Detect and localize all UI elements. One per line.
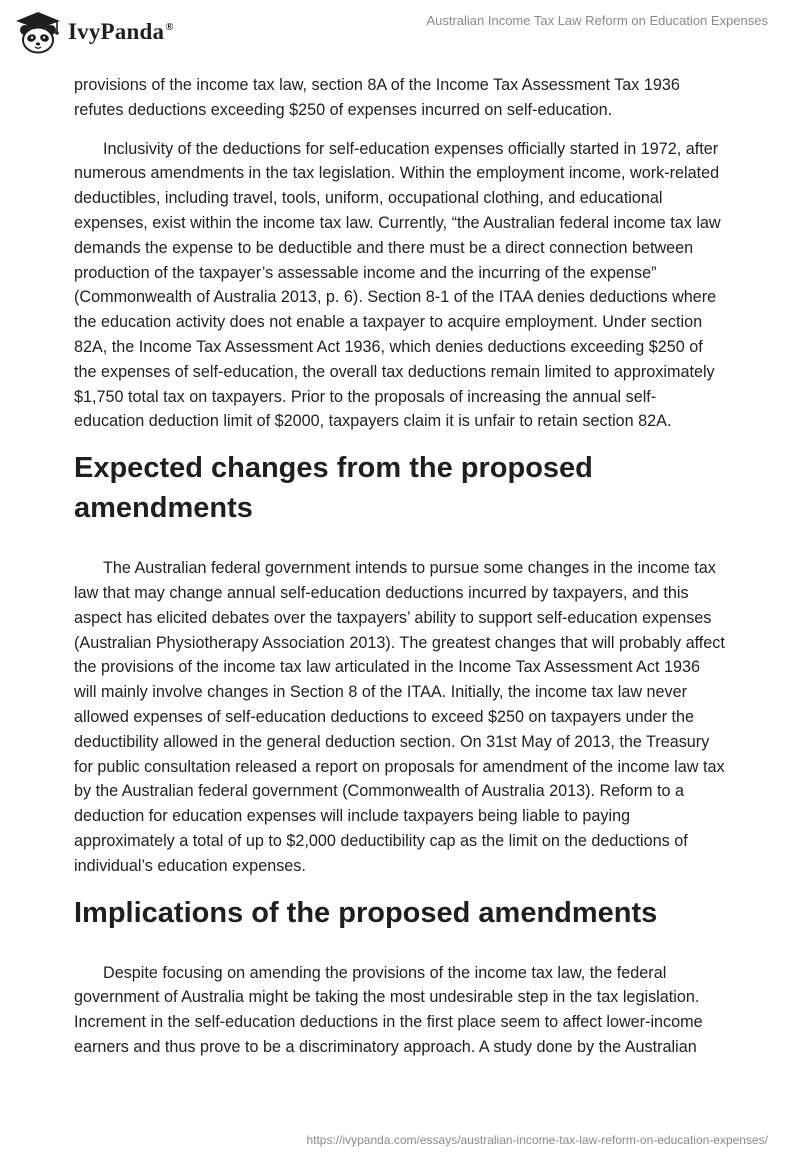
paragraph-3: The Australian federal government intends to pursue some changes in the income tax law that may change annual self-education deductions incurred by taxpayers, and this aspect has elicited debates over the taxpayers’ ability to support self-education expenses (Australian Physiotherapy Association 2013). The greatest changes that will probably affect the provisions of the income tax law articulated in the Income Tax Assessment Act 1936 will mainly involve changes in Section 8 of the ITAA. Initially, the income tax law never allowed expenses of self-education deductions to exceed $250 on taxpayers under the deductibility allowed in the general deduction section. On 31st May of 2013, the Treasury for public consultation released a report on proposals for amendment of the income law tax by the Australian federal government (Commonwealth of Australia 2013). Reform to a deduction for education expenses will include taxpayers being liable to paying approximately a total of up to $2,000 deductibility cap as the limit on the deductions of individual’s education expenses. [74, 559, 725, 875]
running-title: Australian Income Tax Law Reform on Education Expenses [426, 13, 768, 28]
page-header [0, 0, 800, 70]
paragraph-1: provisions of the income tax law, section 8A of the Income Tax Assessment Tax 1936 refutes deductions exceeding $250 of expenses incurred on self-education. [74, 76, 680, 119]
paragraph-4: Despite focusing on amending the provisions of the income tax law, the federal government of Australia might be taking the most undesirable step in the tax legislation. Increment in the self-education deductions in the first place seem to affect lower-income earners and thus prove to be a discriminatory approach. A study done by the Australian [74, 963, 703, 1056]
footer-url-link[interactable]: https://ivypanda.com/essays/australian-income-tax-law-reform-on-education-expenses/ [306, 1133, 768, 1147]
panda-graduate-icon [14, 10, 62, 54]
section-heading-expected-changes: Expected changes from the proposed amendments [74, 452, 593, 525]
logo-text: IvyPanda® [68, 19, 174, 44]
essay-content [74, 73, 726, 1074]
paragraph-2: Inclusivity of the deductions for self-education expenses officially started in 1972, after numerous amendments in the tax legislation. Within the employment income, work-related deductibles, including travel, tools, uniform, occupational clothing, and educational expenses, exist within the income tax law. Currently, “the Australian federal income tax law demands the expense to be deductible and there must be a direct connection between production of the taxpayer’s assessable income and the incurring of the expense” (Commonwealth of Australia 2013, p. 6). Section 8-1 of the ITAA denies deductions where the education activity does not enable a taxpayer to acquire employment. Under section 82A, the Income Tax Assessment Act 1936, which denies deductions exceeding $250 of the expenses of self-education, the overall tax deductions remain limited to approximately $1,750 total tax on taxpayers. Prior to the proposals of increasing the annual self-education deduction limit of $2000, taxpayers claim it is unfair to retain section 82A. [74, 139, 721, 431]
ivypanda-logo[interactable] [14, 10, 174, 54]
section-heading-implications: Implications of the proposed amendments [74, 896, 658, 929]
